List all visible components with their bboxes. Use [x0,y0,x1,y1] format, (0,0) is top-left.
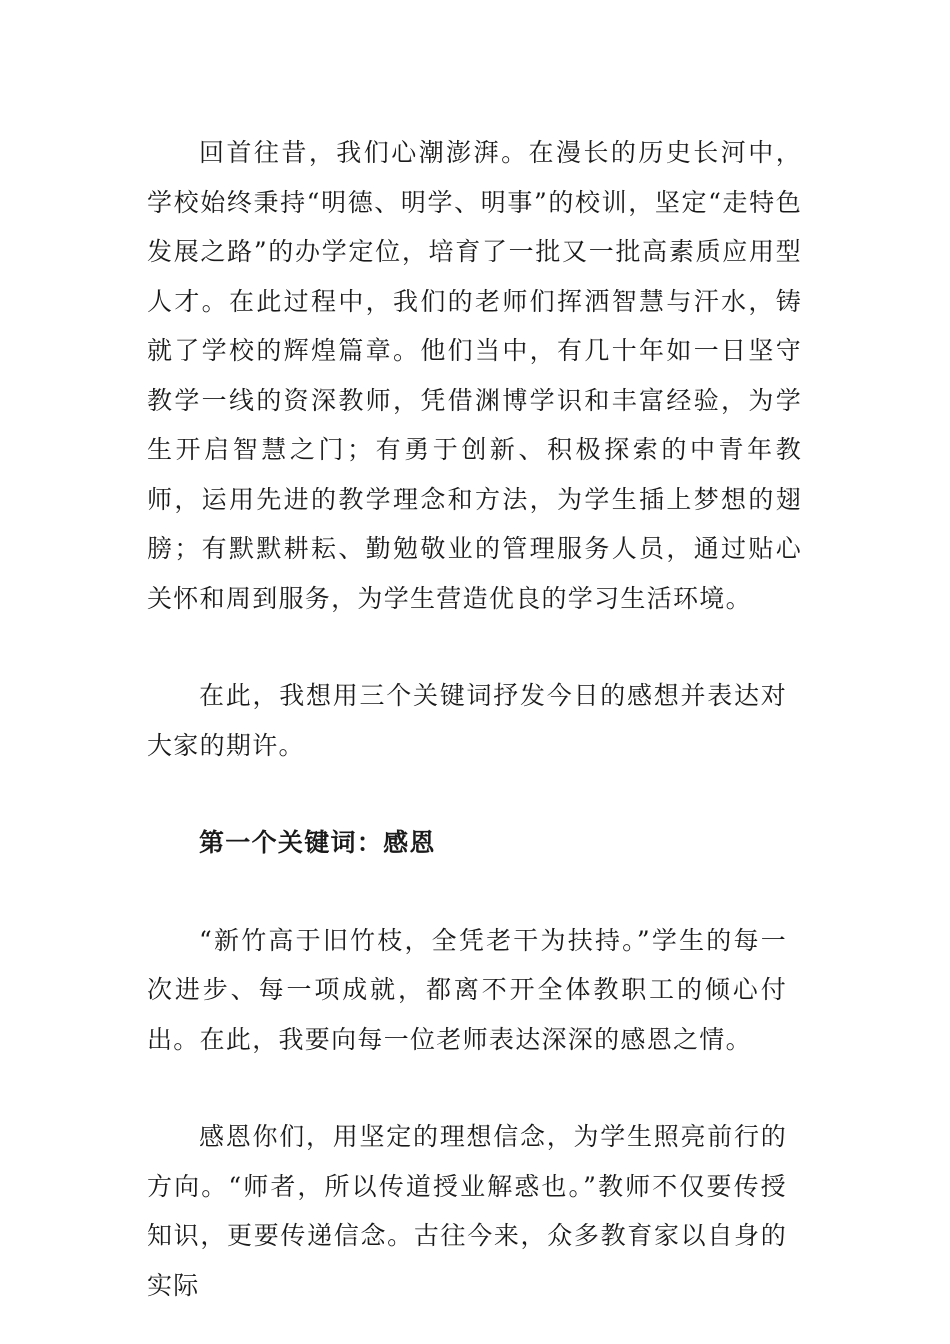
section-heading: 第一个关键词：感恩 [199,828,436,857]
paragraph-gap [147,623,802,671]
document-body [147,128,802,1310]
paragraph-gap [147,1064,802,1112]
paragraph-gap [147,770,802,818]
paragraph-ideals: 感恩你们，用坚定的理想信念，为学生照亮前行的方向。“师者，所以传道授业解惑也。”教师不仅要传授知识，更要传递信念。古往今来，众多教育家以自身的实际 [147,1122,787,1300]
paragraph-history: 回首往昔，我们心潮澎湃。在漫长的历史长河中，学校始终秉持“明德、明学、明事”的校训，坚定“走特色发展之路”的办学定位，培育了一批又一批高素质应用型人才。在此过程中，我们的老师们挥洒智慧与汗水，铸就了学校的辉煌篇章。他们当中，有几十年如一日坚守教学一线的资深教师，凭借渊博学识和丰富经验，为学生开启智慧之门；有勇于创新、积极探索的中青年教师，运用先进的教学理念和方法，为学生插上梦想的翅膀；有默默耕耘、勤勉敬业的管理服务人员，通过贴心关怀和周到服务，为学生营造优良的学习生活环境。 [147,138,802,613]
paragraph-gap [147,868,802,916]
paragraph-keywords-intro: 在此，我想用三个关键词抒发今日的感想并表达对大家的期许。 [147,681,787,760]
paragraph-gratitude: “新竹高于旧竹枝，全凭老干为扶持。”学生的每一次进步、每一项成就，都离不开全体教职工的倾心付出。在此，我要向每一位老师表达深深的感恩之情。 [147,925,787,1054]
